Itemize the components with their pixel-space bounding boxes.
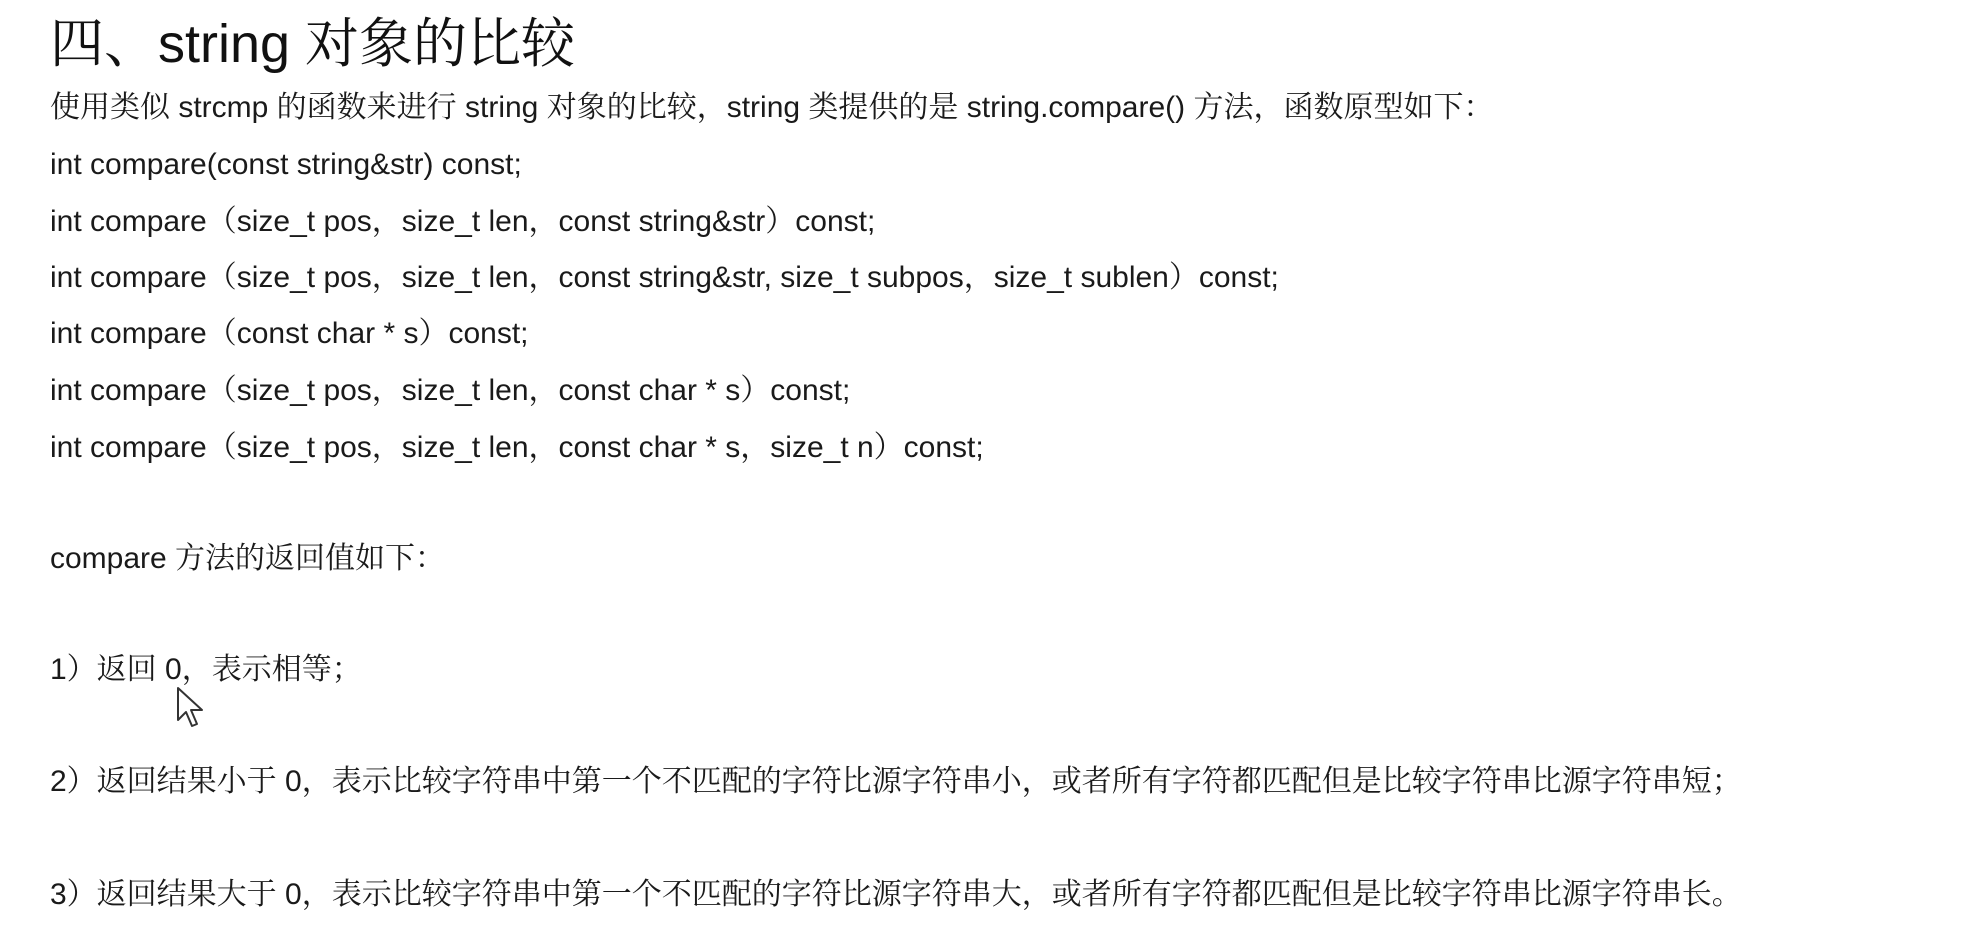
- prototype-line-6: int compare（size_t pos，size_t len，const char * s，size_t n）const;: [50, 431, 984, 464]
- prototype-line-1: int compare(const string&str) const;: [50, 148, 522, 181]
- prototype-line-2: int compare（size_t pos，size_t len，const string&str）const;: [50, 205, 876, 238]
- return-item-2: 2）返回结果小于 0，表示比较字符串中第一个不匹配的字符比源字符串小，或者所有字符都匹配但是比较字符串比源字符串短；: [50, 765, 1742, 798]
- intro-paragraph: 使用类似 strcmp 的函数来进行 string 对象的比较，string 类提供的是 string.compare() 方法，函数原型如下：: [50, 91, 1494, 124]
- section-title: 四、string 对象的比较: [50, 14, 576, 74]
- return-item-3: 3）返回结果大于 0，表示比较字符串中第一个不匹配的字符比源字符串大，或者所有字符都匹配但是比较字符串比源字符串长。: [50, 878, 1742, 911]
- prototype-line-5: int compare（size_t pos，size_t len，const char * s）const;: [50, 374, 851, 407]
- return-item-1: 1）返回 0，表示相等；: [50, 653, 362, 686]
- prototype-line-4: int compare（const char * s）const;: [50, 317, 529, 350]
- mouse-pointer-icon: [176, 686, 206, 730]
- prototype-line-3: int compare（size_t pos，size_t len，const string&str, size_t subpos，size_t sublen）const;: [50, 261, 1279, 294]
- return-value-heading: compare 方法的返回值如下：: [50, 542, 446, 575]
